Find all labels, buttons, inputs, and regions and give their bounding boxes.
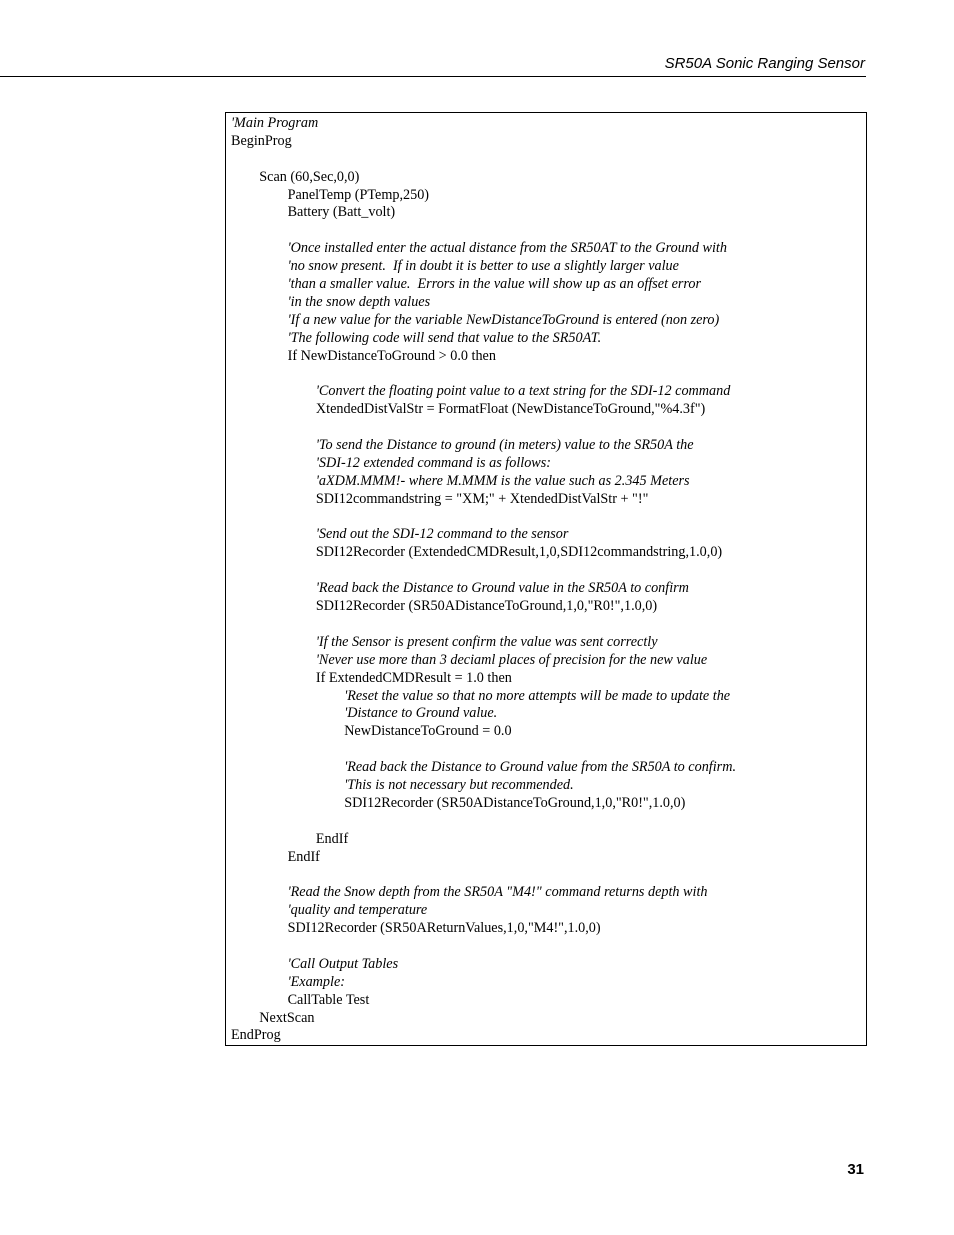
code-comment-line: 'Read back the Distance to Ground value in the SR50A to confirm <box>315 580 689 597</box>
code-listing-box <box>225 112 867 1046</box>
code-line: EndProg <box>231 1027 281 1044</box>
code-comment-line: 'Main Program <box>231 115 319 131</box>
code-line: PanelTemp (PTemp,250) <box>287 186 430 203</box>
code-comment-line: 'Once installed enter the actual distance from the SR50AT to the Ground with <box>287 240 727 257</box>
code-comment-line: 'The following code will send that value to the SR50AT. <box>287 329 602 346</box>
code-comment-line: 'This is not necessary but recommended. <box>344 776 574 793</box>
code-line: SDI12Recorder (SR50ADistanceToGround,1,0,"R0!",1.0,0) <box>344 794 686 811</box>
code-comment-line: 'in the snow depth values <box>287 293 431 310</box>
blank-line <box>231 938 736 956</box>
code-comment-line: 'Reset the value so that no more attempts will be made to update the <box>344 687 731 704</box>
code-line: NextScan <box>259 1009 315 1026</box>
code-comment-line: 'Read the Snow depth from the SR50A "M4!" command returns depth with <box>287 884 708 901</box>
code-comment-line: 'Example: <box>287 973 345 990</box>
code-line: Scan (60,Sec,0,0) <box>259 168 360 185</box>
blank-line <box>231 813 736 831</box>
code-line: Battery (Batt_volt) <box>287 204 396 221</box>
header-rule <box>0 76 866 77</box>
code-line: EndIf <box>287 848 320 865</box>
code-line: NewDistanceToGround = 0.0 <box>344 723 512 740</box>
code-line: EndIf <box>315 830 349 847</box>
code-line: XtendedDistValStr = FormatFloat (NewDistanceToGround,"%4.3f") <box>315 401 706 418</box>
blank-line <box>231 866 736 884</box>
code-line: SDI12commandstring = "XM;" + XtendedDistValStr + "!" <box>315 490 649 507</box>
code-line: If ExtendedCMDResult = 1.0 then <box>315 669 512 686</box>
code-line: If NewDistanceToGround > 0.0 then <box>287 347 496 364</box>
code-comment-line: 'quality and temperature <box>287 902 428 919</box>
code-comment-line: 'If a new value for the variable NewDistanceToGround is entered (non zero) <box>287 311 720 328</box>
code-comment-line: 'aXDM.MMM!- where M.MMM is the value such as 2.345 Meters <box>315 472 690 489</box>
blank-line <box>231 151 736 169</box>
blank-line <box>231 562 736 580</box>
blank-line <box>231 509 736 527</box>
code-comment-line: 'If the Sensor is present confirm the value was sent correctly <box>315 633 658 650</box>
code-comment-line: 'Convert the floating point value to a text string for the SDI-12 command <box>315 383 731 400</box>
code-comment-line: 'Never use more than 3 deciaml places of precision for the new value <box>315 651 708 668</box>
code-line: CallTable Test <box>287 991 370 1008</box>
code-line: SDI12Recorder (SR50AReturnValues,1,0,"M4!",1.0,0) <box>287 920 601 937</box>
code-comment-line: 'Send out the SDI-12 command to the sensor <box>315 526 569 543</box>
code-comment-line: 'Read back the Distance to Ground value from the SR50A to confirm. <box>344 759 736 776</box>
code-line: SDI12Recorder (ExtendedCMDResult,1,0,SDI12commandstring,1.0,0) <box>315 544 723 561</box>
blank-line <box>231 222 736 240</box>
code-comment-line: 'no snow present. If in doubt it is better to use a slightly larger value <box>287 258 679 275</box>
running-header-title: SR50A Sonic Ranging Sensor <box>664 55 865 72</box>
code-comment-line: 'SDI-12 extended command is as follows: <box>315 454 552 471</box>
code-comment-line: 'than a smaller value. Errors in the value will show up as an offset error <box>287 276 702 293</box>
blank-line <box>231 365 736 383</box>
code-comment-line: 'Call Output Tables <box>287 955 399 972</box>
blank-line <box>231 616 736 634</box>
code-line: BeginProg <box>231 132 292 149</box>
code-lines <box>231 115 736 1045</box>
code-line: SDI12Recorder (SR50ADistanceToGround,1,0,"R0!",1.0,0) <box>315 598 658 615</box>
page-number: 31 <box>847 1161 864 1178</box>
blank-line <box>231 741 736 759</box>
blank-line <box>231 419 736 437</box>
code-comment-line: 'Distance to Ground value. <box>344 705 498 722</box>
code-comment-line: 'To send the Distance to ground (in meters) value to the SR50A the <box>315 437 694 454</box>
